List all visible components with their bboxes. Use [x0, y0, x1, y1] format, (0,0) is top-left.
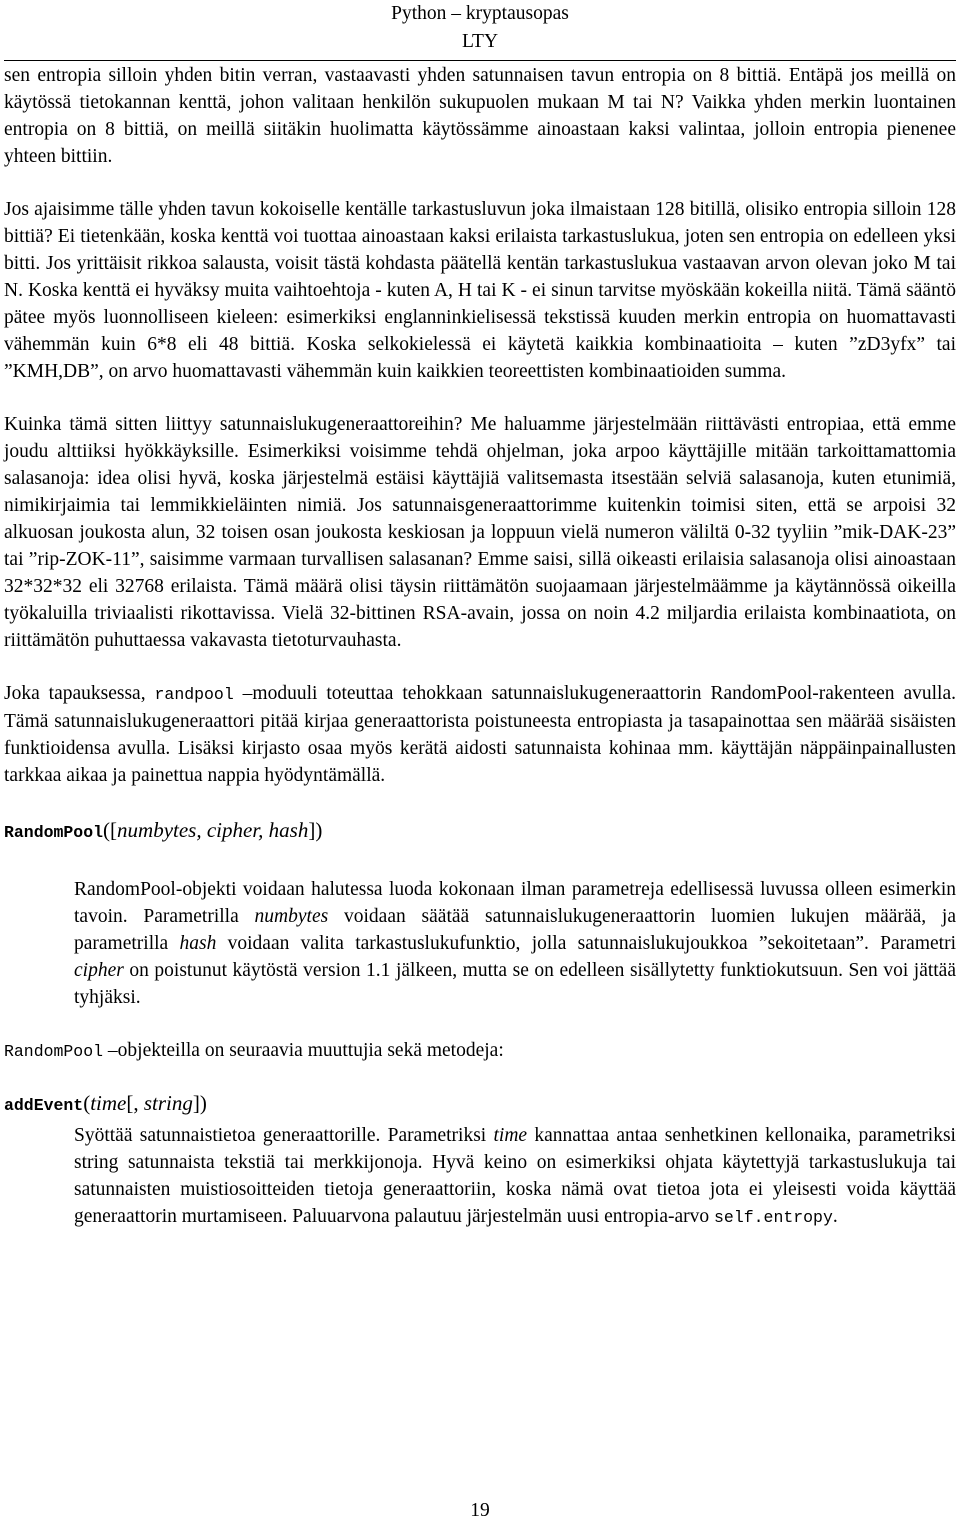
page-header — [0, 0, 960, 56]
header-rule — [4, 60, 956, 61]
addevent-signature — [4, 1087, 956, 1122]
randompool-desc-text-4: on poistunut käytöstä version 1.1 jälkeen, mutta se on edelleen sisällytetty funktiokutsuun. Sen voi jättää tyhjäksi. — [74, 960, 956, 1008]
addevent-desc-text-3: . — [832, 1206, 838, 1227]
addevent-optional-bracket: [, — [126, 1091, 144, 1115]
paragraph-random-generators: Kuinka tämä sitten liittyy satunnaislukugeneraattoreihin? Me haluamme järjestelmään riittävästi entropiaa, että emme joudu alttiiksi hyökkäyksille. Esimerkiksi voisimme tehdä ohjelman, joka arpoo käyttäjille mitään tarkoittamattomia salasanoja: idea olisi hyvä, koska järjestelmä estäisi käyttäjiä valitsemasta itsestään selviä salasanoja, kuten etunimiä, nimikirjaimia tai lemmikkieläinten nimiä. Jos satunnaisgeneraattorimme kuitenkin toimisi siten, että se arpoisi 32 alkuosan joukosta alun, 32 toisen osan joukosta keskiosan ja loppuun vielä numeron väliltä 0-32 tyyliin ”mik-DAK-23” tai ”rip-ZOK-11”, saisimme varmaan turvallisen salasanan? Emme saisi, sillä oikeasti erilaisia salasanoja olisi ainoastaan 32*32*32 eli 32768 erilaista. Tämä määrä olisi täysin riittämätön suojaamaan järjestelmäämme ja käytännössä oikeilla työkaluilla triviaalisti rikottavissa. Vielä 32-bittinen RSA-avain, jossa on noin 4.2 miljardia erilaista kombinaatiota, on riittämätön puhuttaessa vakavasta tietoturvauhasta. — [4, 414, 956, 651]
randompool-signature — [4, 813, 956, 850]
objects-intro-line — [4, 1037, 956, 1065]
randompool-object-code: RandomPool — [4, 1042, 104, 1061]
paragraph-checksum: Jos ajaisimme tälle yhden tavun kokoiselle kentälle tarkastusluvun joka ilmaistaan 128 bitillä, olisiko entropia silloin 128 bittiä? Ei tietenkään, koska kenttä voi tuottaa ainoastaan kaksi erilaista tarkastuslukua, joten sen entropia on edelleen yksi bitti. Jos yrittäisit rikkoa salausta, voisit tästä kohdasta päätellä kentän tarkastuslukua vastaavan arvon olevan joko M tai N. Koska kenttä ei hyväksy muita vaihtoehtoja - kuten A, H tai K - ei sinun tarvitse myöskään kokeilla niitä. Tämä sääntö pätee myös luonnolliseen kieleen: esimerkiksi englanninkielisessä tekstissä kuuden merkin entropia on huomattavasti vähemmän kuin 6*8 eli 48 bittiä. Koska selkokielessä ei käytetä kaikkia kombinaatioita – kuten ”zD3yfx” tai ”KMH,DB”, on arvo huomattavasti vähemmän kuin kaikkien teoreettisten kombinaatioiden summa. — [4, 199, 956, 382]
randompool-args: numbytes, cipher, hash — [117, 818, 309, 842]
randompool-description — [74, 876, 956, 1011]
param-time: time — [493, 1125, 528, 1146]
randpool-module-code: randpool — [154, 685, 234, 704]
randompool-desc-text-2: voidaan säätää satunnaislukugeneraattorin luomien lukujen määrää, ja parametrilla — [74, 906, 956, 954]
param-hash: hash — [179, 933, 217, 954]
objects-intro-text: –objekteilla on seuraavia muuttujia sekä metodeja: — [103, 1040, 504, 1061]
addevent-desc-text-1: Syöttää satunnaistietoa generaattorille. Parametriksi — [74, 1125, 494, 1146]
header-subtitle: LTY — [461, 31, 499, 52]
randpool-lead-text: Joka tapauksessa, — [4, 683, 146, 704]
self-entropy-code: self.entropy — [714, 1208, 833, 1227]
header-title: Python – kryptausopas — [391, 3, 569, 24]
addevent-function-name: addEvent — [4, 1096, 84, 1115]
addevent-arg-string: string — [143, 1091, 193, 1115]
paragraph-entropy-intro: sen entropia silloin yhden bitin verran, vastaavasti yhden satunnaisen tavun entropia on 8 bittiä. Entäpä jos meillä on käytössä tietokannan kenttä, johon valitaan henkilön sukupuolen mukaan M tai N? Vaikka yhden merkin luontainen entropia on 8 bittiä, on meillä siitäkin huolimatta käytössämme ainoastaan kaksi valintaa, jolloin entropia pienenee yhteen bittiin. — [4, 65, 956, 167]
randpool-rest-text: –moduuli toteuttaa tehokkaan satunnaislukugeneraattorin RandomPool-rakenteen avulla. Tämä satunnaislukugeneraattori pitää kirjaa generaattorista poistuneesta entropiasta ja tasapainottaa sen määrää sisäisten funktioidensa avulla. Lisäksi kirjasto osaa myös kerätä aidosti satunnaista kohinaa mm. käyttäjän näppäinpainallusten tarkkaa aikaa ja painettua nappia hyödyntämällä. — [4, 683, 956, 786]
page-number: 19 — [470, 1500, 490, 1521]
document-body — [4, 62, 956, 1231]
param-cipher: cipher — [74, 960, 124, 981]
paragraph-randpool — [4, 680, 956, 789]
addevent-desc-text-2: kannattaa antaa senhetkinen kellonaika, parametriksi string satunnaista tekstiä tai merkkijonoja. Hyvä keino on esimerkiksi ohjata käytettyjä tarkastuslukuja tai satunnaisten muistiosoitteiden tietoja generaattoriin, koska nämä ovat tietoa jota ei yleisesti voida käyttää generaattorin murtamiseen. Paluuarvona palautuu järjestelmän uusi entropia-arvo — [74, 1125, 956, 1227]
addevent-arg-time: time — [90, 1091, 127, 1115]
addevent-description — [74, 1122, 956, 1231]
param-numbytes: numbytes — [254, 906, 329, 927]
randompool-open-bracket: ([ — [103, 818, 118, 842]
randompool-close-bracket: ]) — [308, 818, 323, 842]
randompool-function-name: RandomPool — [4, 823, 104, 842]
addevent-close-bracket: ]) — [192, 1091, 207, 1115]
randompool-desc-text-3: voidaan valita tarkastuslukufunktio, jolla satunnaislukujoukkoa ”sekoitetaan”. Parametri — [216, 933, 956, 954]
randompool-desc-text-1: RandomPool-objekti voidaan halutessa luoda kokonaan ilman parametreja edellisessä luvussa olleen esimerkin tavoin. Parametrilla — [74, 879, 956, 927]
addevent-open-paren: ( — [83, 1091, 91, 1115]
